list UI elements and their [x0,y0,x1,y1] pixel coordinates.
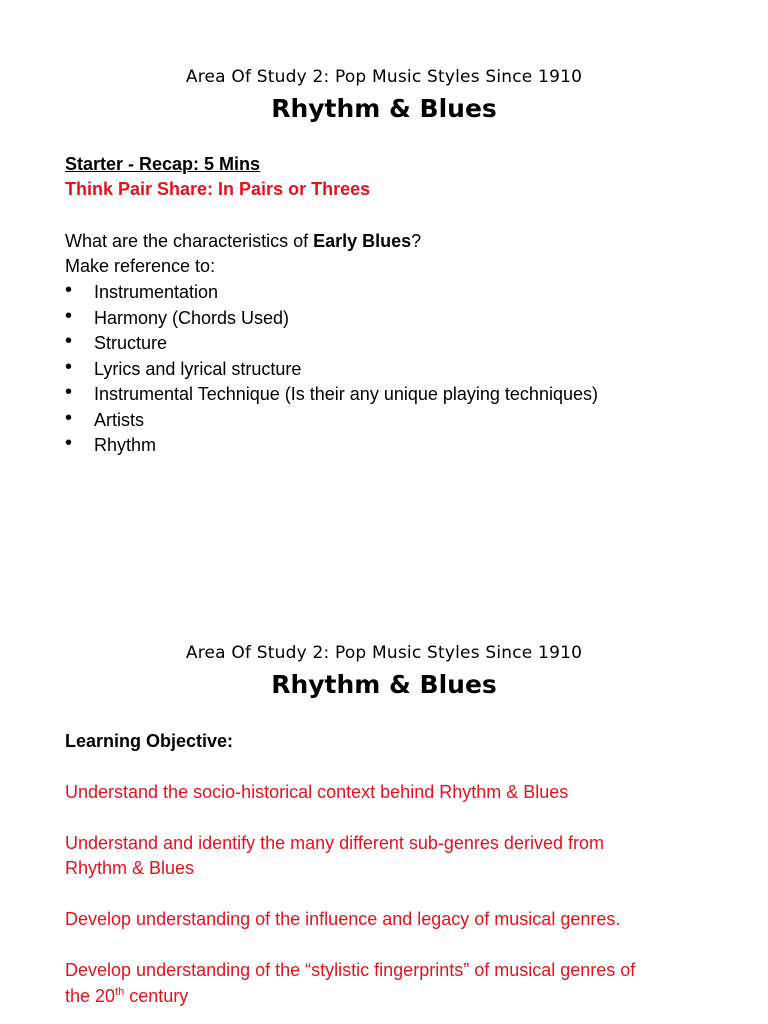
ordinal-suffix: th [115,986,125,998]
slide-learning-objective [0,580,768,1024]
think-pair-share: Think Pair Share: In Pairs or Threes [65,179,371,199]
slide-title: Rhythm & Blues [271,670,497,699]
objective-item: Understand and identify the many different sub-genres derived from [65,833,604,853]
characteristics-list [65,280,598,459]
objective-heading: Learning Objective: [65,731,234,751]
question-prefix: What are the characteristics of [65,231,314,251]
question-text [65,231,421,252]
list-item: • Structure [65,331,598,357]
question-emphasis: Early Blues [313,231,412,251]
list-item: • Instrumentation [65,280,598,306]
objective-text: the 20 [65,986,116,1006]
slide-title: Rhythm & Blues [271,94,497,123]
list-item: • Rhythm [65,433,598,459]
slide-subtitle: Area Of Study 2: Pop Music Styles Since 1910 [185,643,583,663]
slide-subtitle: Area Of Study 2: Pop Music Styles Since 1910 [185,67,583,87]
list-item: • Lyrics and lyrical structure [65,357,598,383]
objective-item: Develop understanding of the “stylistic fingerprints” of musical genres of [65,960,636,980]
question-suffix: ? [411,231,422,251]
starter-heading: Starter - Recap: 5 Mins [65,154,261,174]
list-item: • Instrumental Technique (Is their any unique playing techniques) [65,382,598,408]
objective-item: Understand the socio-historical context behind Rhythm & Blues [65,782,569,802]
objective-item-continued: Rhythm & Blues [65,858,195,878]
objective-item: Develop understanding of the influence and legacy of musical genres. [65,909,621,929]
list-item: • Artists [65,408,598,434]
objective-text: century [124,986,189,1006]
objective-item-continued [65,986,188,1007]
list-item: • Harmony (Chords Used) [65,306,598,332]
make-reference-text: Make reference to: [65,256,216,276]
